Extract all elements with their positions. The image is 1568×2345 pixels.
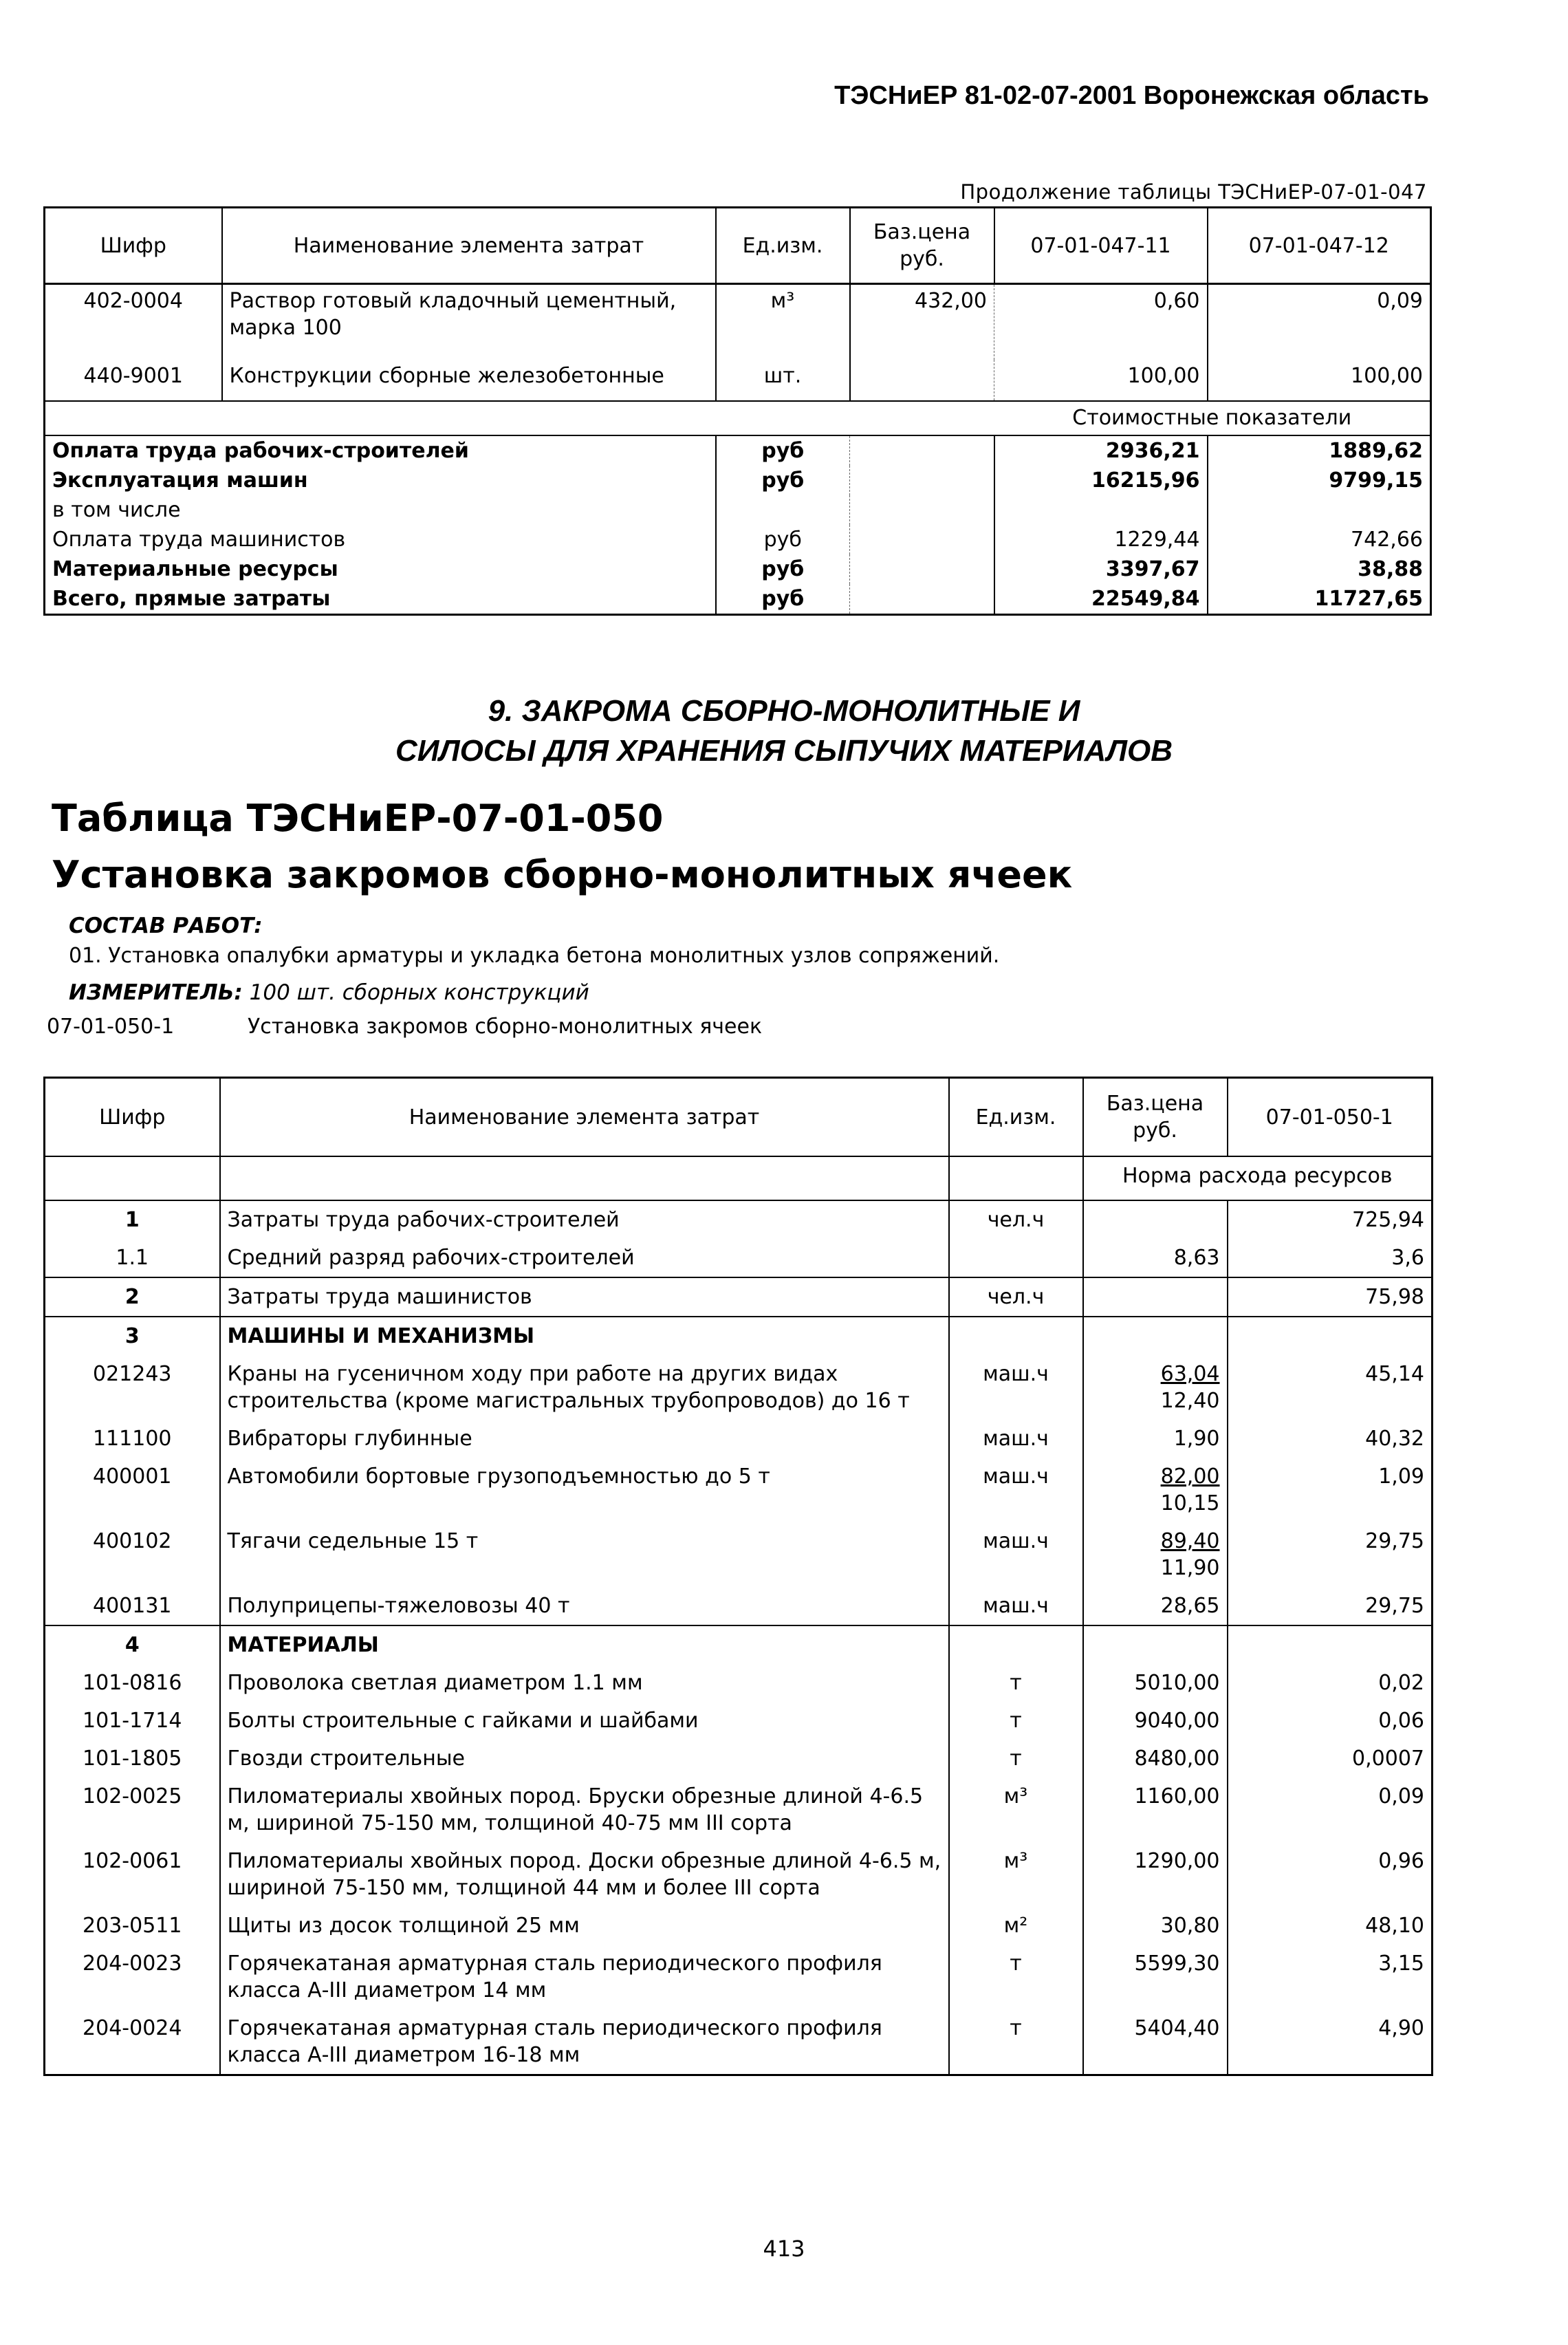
price-value: 9040,00 [1134, 1709, 1220, 1733]
summary-unit: руб [716, 554, 850, 584]
summary-value: 9799,15 [1329, 468, 1423, 493]
table-row [45, 1625, 1433, 1664]
table-row [45, 1458, 1433, 1522]
cell-code: 3 [45, 1317, 220, 1355]
cell-code: 1.1 [45, 1239, 220, 1277]
cell-value: 0,60 [994, 284, 1208, 360]
cell-qty: 1,09 [1378, 1465, 1424, 1489]
summary-name: Оплата труда машинистов [45, 525, 716, 554]
cell-unit: м³ [949, 1842, 1083, 1907]
cell-price [1083, 1907, 1228, 1945]
col-header: 07-01-050-1 [1228, 1078, 1433, 1157]
cell-code: 402-0004 [45, 284, 222, 360]
cell-name: Вибраторы глубинные [220, 1420, 949, 1458]
cell-qty: 4,90 [1378, 2016, 1424, 2040]
cell-unit: шт. [716, 360, 850, 401]
cell-price [1083, 1777, 1228, 1842]
col-header: Шифр [45, 208, 222, 284]
summary-row [45, 435, 1431, 466]
cell-qty: 3,15 [1378, 1952, 1424, 1976]
summary-name: в том числе [45, 495, 716, 525]
cell-qty: 29,75 [1365, 1594, 1424, 1618]
price-value: 1160,00 [1134, 1784, 1220, 1808]
table-row [45, 1702, 1433, 1740]
summary-value: 22549,84 [994, 584, 1208, 615]
section-row [45, 401, 1431, 435]
section-row [45, 1156, 1433, 1200]
summary-value [1208, 495, 1431, 525]
summary-unit: руб [716, 525, 850, 554]
table-row [45, 1200, 1433, 1239]
cell-unit: маш.ч [949, 1587, 1083, 1625]
table-row [45, 1317, 1433, 1355]
table-047 [43, 206, 1432, 616]
cell-value: 100,00 [994, 360, 1208, 401]
cell-name: Затраты труда машинистов [220, 1277, 949, 1317]
price-machinist: 11,90 [1160, 1556, 1220, 1580]
cell-price [1083, 1702, 1228, 1740]
summary-value: 16215,96 [994, 466, 1208, 495]
col-header: Ед.изм. [716, 208, 850, 284]
cell-price: 432,00 [850, 284, 994, 360]
summary-value: 1229,44 [994, 525, 1208, 554]
cell-code: 440-9001 [45, 360, 222, 401]
cell-code: 111100 [45, 1420, 220, 1458]
summary-name: Оплата труда рабочих-строителей [45, 435, 716, 466]
col-header: Баз.цена руб. [850, 208, 994, 284]
cell-unit: т [949, 1740, 1083, 1777]
section-title: СИЛОСЫ ДЛЯ ХРАНЕНИЯ СЫПУЧИХ МАТЕРИАЛОВ [395, 734, 1173, 768]
measure-line [69, 980, 589, 1005]
cell-unit [949, 1625, 1083, 1664]
cell-name: Тягачи седельные 15 т [220, 1522, 949, 1587]
cell-value: 0,09 [1377, 289, 1423, 313]
table-row [45, 1522, 1433, 1587]
cell-qty [1228, 1317, 1433, 1355]
cell-qty: 75,98 [1228, 1277, 1433, 1317]
summary-value: 1889,62 [1329, 438, 1423, 463]
work-item: 01. Установка опалубки арматуры и укладка бетона монолитных узлов сопряжений. [69, 944, 1000, 968]
table-row [45, 1777, 1433, 1842]
summary-row [45, 466, 1431, 495]
cell-code: 4 [45, 1625, 220, 1664]
cell-price [1083, 1664, 1228, 1702]
summary-name: Материальные ресурсы [45, 554, 716, 584]
cell-code: 204-0024 [45, 2009, 220, 2075]
cell-name: Пиломатериалы хвойных пород. Доски обрезные длиной 4-6.5 м, шириной 75-150 мм, толщиной 44 мм и более III сорта [220, 1842, 949, 1907]
cell-unit: маш.ч [949, 1458, 1083, 1522]
cell-price [1083, 1277, 1228, 1317]
cell-code: 400131 [45, 1587, 220, 1625]
price-value: 8,63 [1173, 1246, 1220, 1270]
item-code: 07-01-050-1 [47, 1015, 175, 1039]
summary-value: 11727,65 [1314, 586, 1423, 611]
cell-unit: м³ [716, 284, 850, 360]
summary-value: 38,88 [1358, 556, 1423, 581]
cell-unit: м³ [949, 1777, 1083, 1842]
cell-name: Горячекатаная арматурная сталь периодического профиля класса А-III диаметром 16-18 мм [220, 2009, 949, 2075]
cell-unit: маш.ч [949, 1355, 1083, 1420]
cell-qty: 0,96 [1378, 1849, 1424, 1873]
cell-name: Раствор готовый кладочный цементный, марка 100 [222, 284, 716, 360]
cell-qty: 0,09 [1378, 1784, 1424, 1808]
item-name: Установка закромов сборно-монолитных ячеек [248, 1015, 763, 1039]
col-header: 07-01-047-12 [1208, 208, 1431, 284]
cell-price [1083, 1355, 1228, 1420]
col-header: Шифр [45, 1078, 220, 1157]
table-row [45, 1420, 1433, 1458]
summary-unit: руб [716, 466, 850, 495]
summary-row [45, 525, 1431, 554]
summary-unit [716, 495, 850, 525]
price-machinist: 10,15 [1160, 1491, 1220, 1515]
cell-qty: 0,06 [1378, 1709, 1424, 1733]
cell-unit: т [949, 1945, 1083, 2009]
cell-code: 2 [45, 1277, 220, 1317]
cell-code: 101-0816 [45, 1664, 220, 1702]
table-row [45, 360, 1431, 401]
cell-value: 100,00 [1351, 363, 1423, 388]
cell-qty: 45,14 [1365, 1362, 1424, 1386]
summary-unit: руб [716, 584, 850, 615]
cell-code: 204-0023 [45, 1945, 220, 2009]
cell-qty: 29,75 [1365, 1529, 1424, 1553]
cell-name: Горячекатаная арматурная сталь периодического профиля класса А-III диаметром 14 мм [220, 1945, 949, 2009]
summary-value: 3397,67 [994, 554, 1208, 584]
cell-qty: 0,02 [1378, 1671, 1424, 1695]
table-title: Таблица ТЭСНиЕР-07-01-050 [52, 797, 664, 840]
table-row [45, 1842, 1433, 1907]
cell-price [850, 360, 994, 401]
col-header: Наименование элемента затрат [220, 1078, 949, 1157]
cell-qty: 40,32 [1365, 1427, 1424, 1451]
cell-price [1083, 1740, 1228, 1777]
cell-code: 021243 [45, 1355, 220, 1420]
cell-qty [1228, 1625, 1433, 1664]
cell-code: 102-0061 [45, 1842, 220, 1907]
cell-code: 1 [45, 1200, 220, 1239]
price-value: 8480,00 [1134, 1747, 1220, 1771]
measure-label: ИЗМЕРИТЕЛЬ: [69, 980, 243, 1005]
summary-row [45, 554, 1431, 584]
cell-name: Конструкции сборные железобетонные [222, 360, 716, 401]
summary-name: Всего, прямые затраты [45, 584, 716, 615]
cell-name: Полуприцепы-тяжеловозы 40 т [220, 1587, 949, 1625]
table-row [45, 1277, 1433, 1317]
price-value: 5599,30 [1134, 1952, 1220, 1976]
cell-price [1083, 1458, 1228, 1522]
table-row [45, 1355, 1433, 1420]
cell-unit: чел.ч [949, 1200, 1083, 1239]
col-header: Баз.цена руб. [1083, 1078, 1228, 1157]
table-row [45, 1740, 1433, 1777]
summary-row [45, 495, 1431, 525]
measure-value: 100 шт. сборных конструкций [249, 980, 589, 1005]
cell-name: Щиты из досок толщиной 25 мм [220, 1907, 949, 1945]
page-number: 413 [763, 2236, 805, 2262]
cell-price [1083, 1522, 1228, 1587]
cell-name: Затраты труда рабочих-строителей [220, 1200, 949, 1239]
cell-unit: маш.ч [949, 1420, 1083, 1458]
cell-code: 400001 [45, 1458, 220, 1522]
cell-name: Автомобили бортовые грузоподъемностью до 5 т [220, 1458, 949, 1522]
cell-name: Гвозди строительные [220, 1740, 949, 1777]
table-row [45, 1587, 1433, 1625]
cell-price [1083, 1420, 1228, 1458]
table-header-row [45, 1078, 1433, 1157]
cell-unit: м² [949, 1907, 1083, 1945]
cell-code: 101-1805 [45, 1740, 220, 1777]
cell-unit: чел.ч [949, 1277, 1083, 1317]
cell-qty: 48,10 [1365, 1914, 1424, 1938]
price-machinist: 12,40 [1160, 1389, 1220, 1413]
price-value: 63,04 [1160, 1362, 1220, 1386]
table-row [45, 1945, 1433, 2009]
summary-value [994, 495, 1208, 525]
price-value: 28,65 [1160, 1594, 1220, 1618]
cell-qty: 0,0007 [1352, 1747, 1424, 1771]
summary-unit: руб [716, 435, 850, 466]
cell-name: Краны на гусеничном ходу при работе на других видах строительства (кроме магистральных трубопроводов) до 16 т [220, 1355, 949, 1420]
cell-name: МАТЕРИАЛЫ [220, 1625, 949, 1664]
cell-code: 102-0025 [45, 1777, 220, 1842]
price-value: 89,40 [1160, 1529, 1220, 1553]
cell-unit: маш.ч [949, 1522, 1083, 1587]
cell-code: 203-0511 [45, 1907, 220, 1945]
summary-value: 2936,21 [994, 435, 1208, 466]
cell-unit: т [949, 2009, 1083, 2075]
table-header-row [45, 208, 1431, 284]
cell-unit [949, 1239, 1083, 1277]
price-value: 1,90 [1173, 1427, 1220, 1451]
table-row [45, 1664, 1433, 1702]
section-label: Стоимостные показатели [994, 401, 1431, 435]
table-row [45, 1907, 1433, 1945]
summary-row [45, 584, 1431, 615]
work-label: СОСТАВ РАБОТ: [69, 914, 263, 938]
price-value: 1290,00 [1134, 1849, 1220, 1873]
cell-code: 101-1714 [45, 1702, 220, 1740]
cell-code: 400102 [45, 1522, 220, 1587]
cell-name: МАШИНЫ И МЕХАНИЗМЫ [220, 1317, 949, 1355]
col-header: 07-01-047-11 [994, 208, 1208, 284]
cell-qty: 3,6 [1391, 1246, 1424, 1270]
cell-name: Пиломатериалы хвойных пород. Бруски обрезные длиной 4-6.5 м, шириной 75-150 мм, толщиной 40-75 мм III сорта [220, 1777, 949, 1842]
cell-price [1083, 1239, 1228, 1277]
table-050 [43, 1077, 1433, 2076]
price-value: 5404,40 [1134, 2016, 1220, 2040]
cell-qty: 725,94 [1228, 1200, 1433, 1239]
table-subtitle: Установка закромов сборно-монолитных ячеек [52, 853, 1073, 896]
cell-unit [949, 1317, 1083, 1355]
cell-unit: т [949, 1702, 1083, 1740]
table-row [45, 1239, 1433, 1277]
section-title: 9. ЗАКРОМА СБОРНО-МОНОЛИТНЫЕ И [488, 694, 1080, 728]
summary-name: Эксплуатация машин [45, 466, 716, 495]
continuation-note: Продолжение таблицы ТЭСНиЕР-07-01-047 [960, 180, 1427, 204]
price-value: 82,00 [1160, 1465, 1220, 1489]
cell-price [1083, 1625, 1228, 1664]
cell-price [1083, 1842, 1228, 1907]
section-label: Норма расхода ресурсов [1083, 1156, 1433, 1200]
cell-name: Болты строительные с гайками и шайбами [220, 1702, 949, 1740]
summary-value: 742,66 [1351, 527, 1423, 552]
page-header: ТЭСНиЕР 81-02-07-2001 Воронежская область [834, 81, 1429, 110]
cell-price [1083, 1317, 1228, 1355]
table-row [45, 2009, 1433, 2075]
col-header: Ед.изм. [949, 1078, 1083, 1157]
col-header: Наименование элемента затрат [222, 208, 716, 284]
cell-price [1083, 2009, 1228, 2075]
cell-price [1083, 1945, 1228, 2009]
cell-name: Проволока светлая диаметром 1.1 мм [220, 1664, 949, 1702]
cell-name: Средний разряд рабочих-строителей [220, 1239, 949, 1277]
price-value: 30,80 [1160, 1914, 1220, 1938]
table-row [45, 284, 1431, 360]
cell-unit: т [949, 1664, 1083, 1702]
price-value: 5010,00 [1134, 1671, 1220, 1695]
cell-price [1083, 1587, 1228, 1625]
cell-price [1083, 1200, 1228, 1239]
